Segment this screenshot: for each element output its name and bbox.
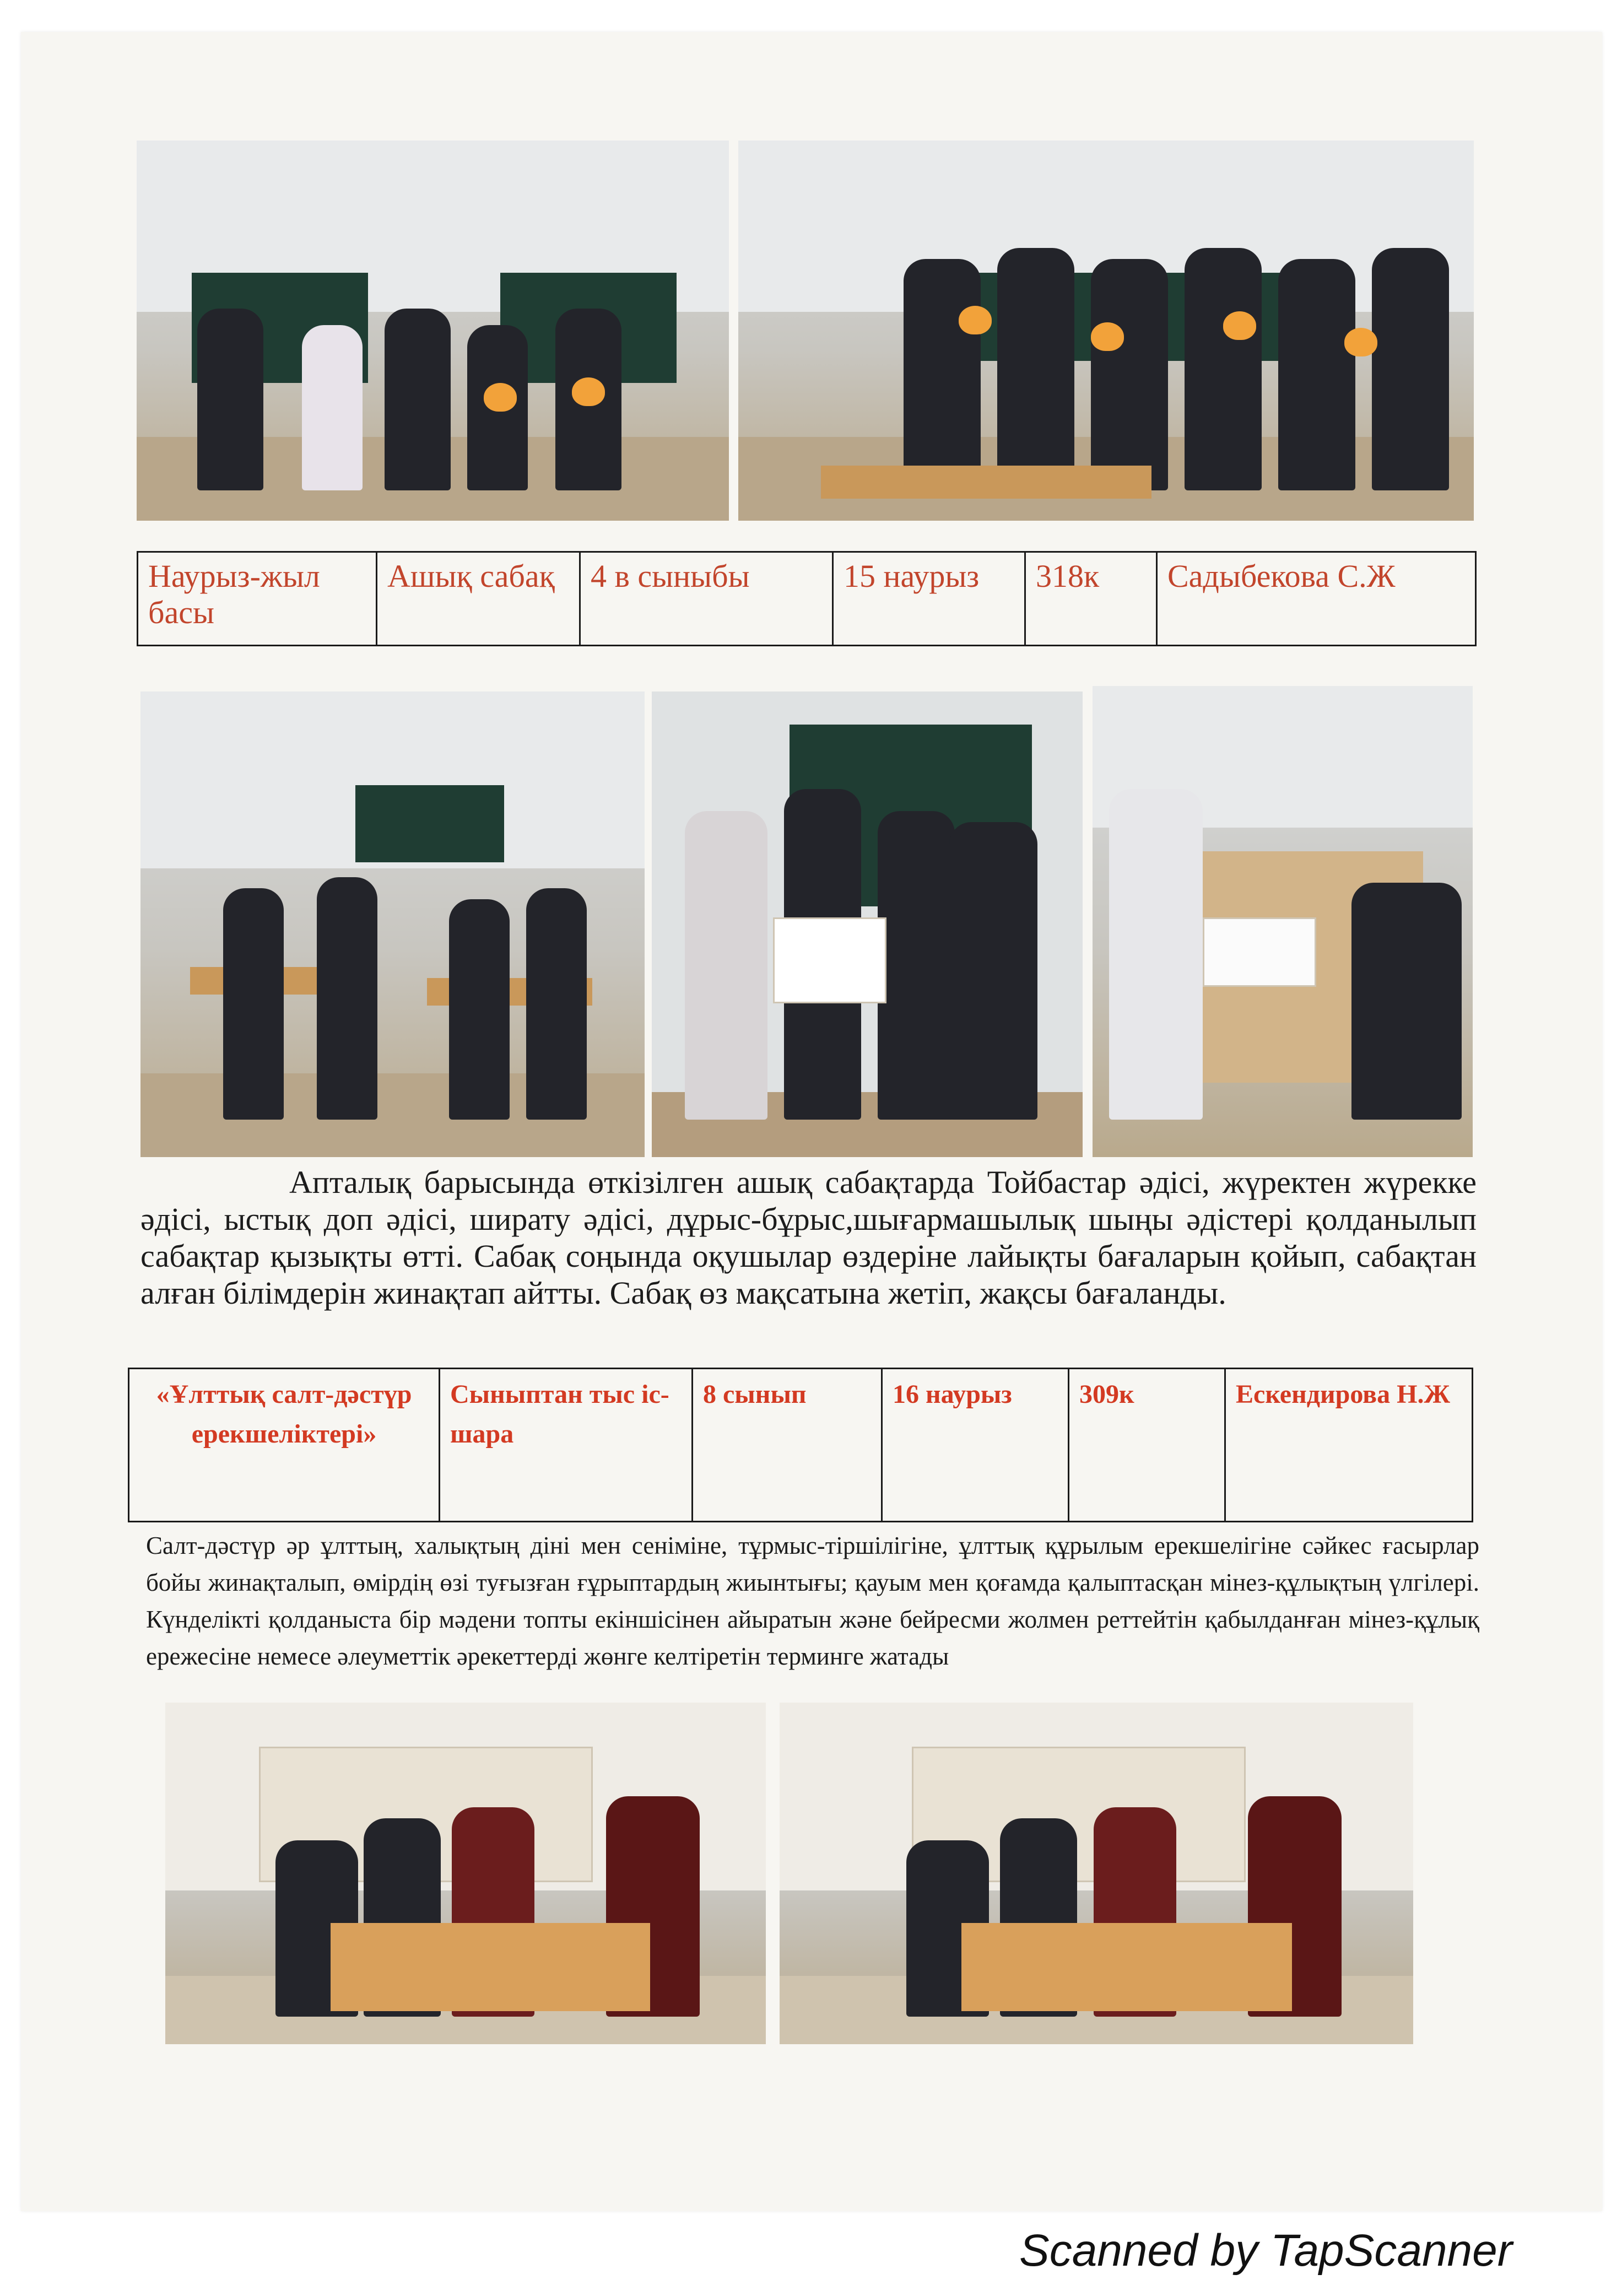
photo-students-poster-board bbox=[652, 691, 1083, 1157]
event-table-2 bbox=[128, 1368, 1473, 1522]
lesson-summary-paragraph: Апталық барысында өткізілген ашық сабақтарда Тойбастар әдісі, жүректен жүрекке әдісі, ыстық доп әдісі, ширату әдісі, дұрыс-бұрыс,шығармашылық шыңы әдістері қолданылып сабақтар қызықты өтті. Сабақ соңында оқушылар өздеріне лайықты бағаларын қойып, сабақтан алған білімдерін жинақтап айтты. Сабақ өз мақсатына жетіп, жақсы бағаланды. bbox=[140, 1164, 1477, 1311]
photo-national-costumes-1 bbox=[165, 1703, 766, 2044]
event-name: Наурыз-жыл басы bbox=[138, 552, 377, 646]
tradition-definition-paragraph: Салт-дәстүр әр ұлттың, халықтың діні мен сеніміне, тұрмыс-тіршілігіне, ұлттық құрылым ерекшелігіне сәйкес ғасырлар бойы жинақталып, өмірдің өзі туғызған ғұрыптардың жиынтығы; қауым мен қоғамда қалыптасқан мінез-құлықтың үлгілері. Күнделікті қолданыста бір мәдени топты екіншісінен айыратын және бейресми жолмен реттейтін қабылданған мінез-құлық ережесіне немесе әлеуметтік әрекеттерді жөнге келтіретін терминге жатады bbox=[146, 1532, 1479, 1670]
event-table-1 bbox=[137, 551, 1477, 646]
event-date: 16 наурыз bbox=[882, 1369, 1069, 1522]
photo-students-with-letters bbox=[137, 141, 729, 521]
event-teacher: Ескендирова Н.Ж bbox=[1225, 1369, 1473, 1522]
event-class: 4 в сыныбы bbox=[580, 552, 833, 646]
photo-classroom-group-work bbox=[140, 691, 645, 1157]
photo-class-group-hearts bbox=[738, 141, 1474, 521]
event-room: 309к bbox=[1069, 1369, 1225, 1522]
event-type: Сыныптан тыс іс-шара bbox=[440, 1369, 693, 1522]
event-name: «Ұлттық салт-дәстүр ерекшеліктері» bbox=[129, 1369, 440, 1522]
event-class: 8 сынып bbox=[693, 1369, 882, 1522]
event-teacher: Садыбекова С.Ж bbox=[1157, 552, 1476, 646]
photo-national-costumes-2 bbox=[780, 1703, 1413, 2044]
event-type: Ашық сабақ bbox=[377, 552, 580, 646]
scanner-watermark: Scanned by TapScanner bbox=[1019, 2225, 1513, 2276]
event-date: 15 наурыз bbox=[833, 552, 1025, 646]
photo-students-at-desks bbox=[1093, 686, 1473, 1157]
event-room: 318к bbox=[1025, 552, 1157, 646]
